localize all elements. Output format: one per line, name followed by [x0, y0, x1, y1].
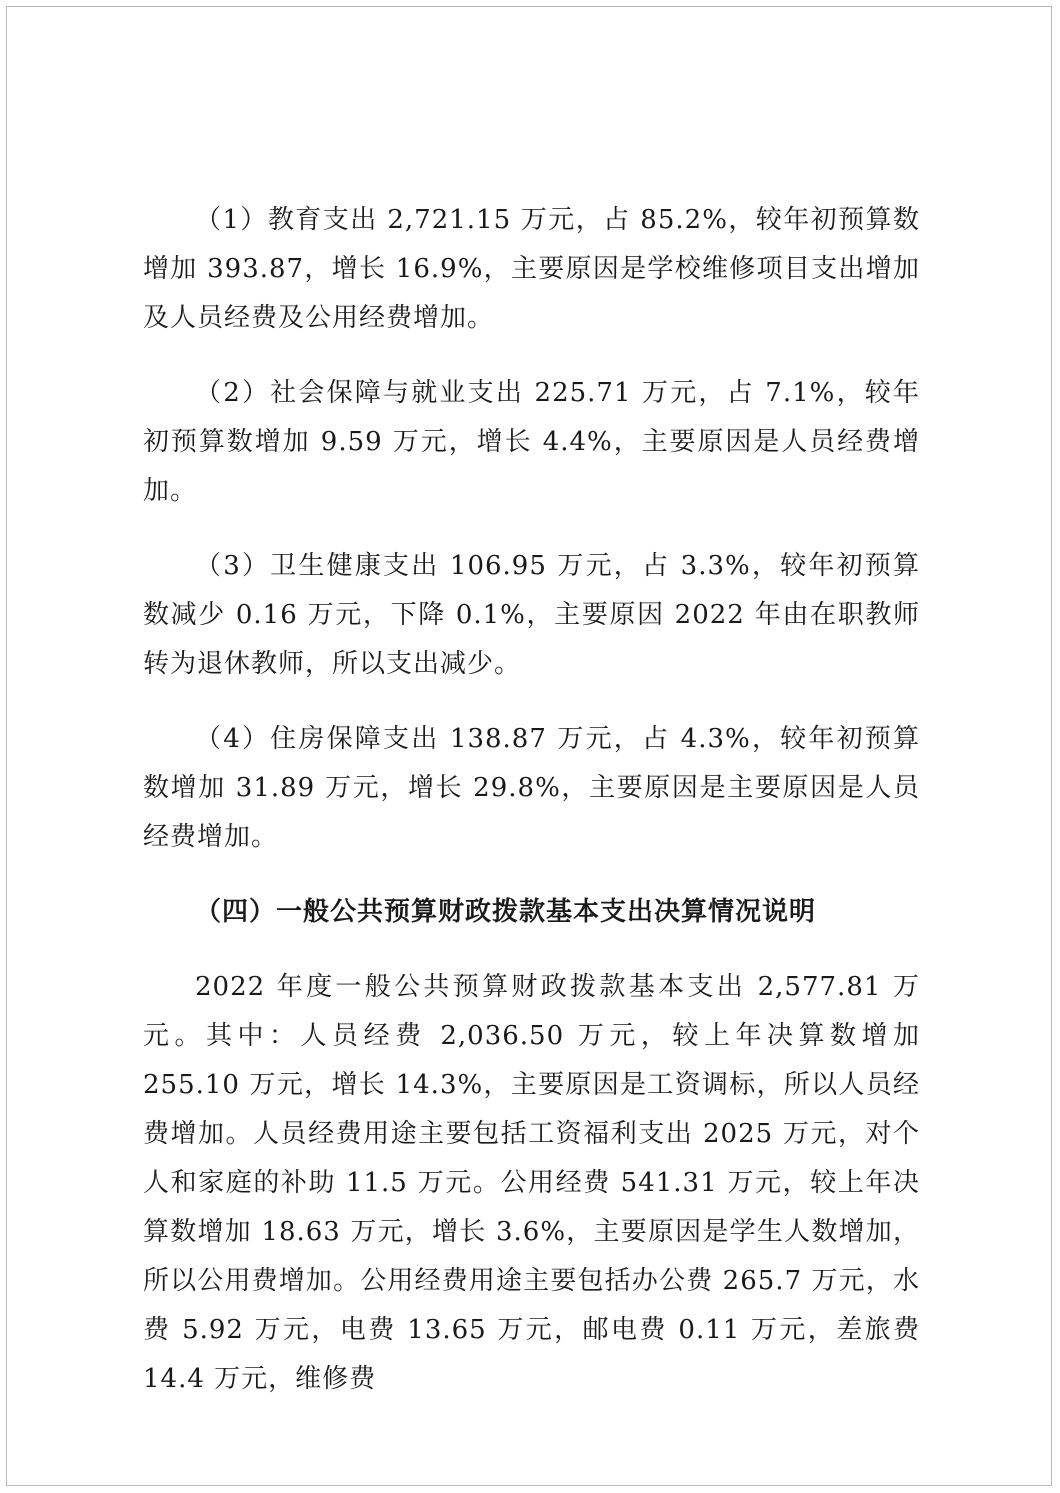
paragraph-spacer [143, 689, 920, 715]
paragraph-education-expenditure: （1）教育支出 2,721.15 万元，占 85.2%，较年初预算数增加 393.87，增长 16.9%，主要原因是学校维修项目支出增加及人员经费及公用经费增加。 [143, 205, 920, 333]
paragraph-spacer [143, 343, 920, 369]
document-body [143, 196, 920, 1404]
paragraph-basic-expenditure: 2022 年度一般公共预算财政拨款基本支出 2,577.81 万元。其中：人员经费 2,036.50 万元，较上年决算数增加 255.10 万元，增长 14.3%，主要原因是工资调标，所以人员经费增加。人员经费用途主要包括工资福利支出 2025 万元，对个人和家庭的补助 11.5 万元。公用经费 541.31 万元，较上年决算数增加 18.63 万元，增长 3.6%，主要原因是学生人数增加，所以公用费增加。公用经费用途主要包括办公费 265.7 万元，水费 5.92 万元，电费 13.65 万元，邮电费 0.11 万元，差旅费 14.4 万元，维修费 [143, 972, 920, 1394]
paragraph-spacer [143, 862, 920, 888]
paragraph-health-expenditure: （3）卫生健康支出 106.95 万元，占 3.3%，较年初预算数减少 0.16 万元，下降 0.1%，主要原因 2022 年由在职教师转为退休教师，所以支出减少。 [143, 551, 920, 679]
paragraph-housing-expenditure: （4）住房保障支出 138.87 万元，占 4.3%，较年初预算数增加 31.89 万元，增长 29.8%，主要原因是主要原因是人员经费增加。 [143, 724, 920, 852]
paragraph-social-security-expenditure: （2）社会保障与就业支出 225.71 万元，占 7.1%，较年初预算数增加 9.59 万元，增长 4.4%，主要原因是人员经费增加。 [143, 378, 920, 506]
paragraph-spacer [143, 516, 920, 542]
section-heading: （四）一般公共预算财政拨款基本支出决算情况说明 [195, 897, 817, 927]
paragraph-spacer [143, 937, 920, 963]
